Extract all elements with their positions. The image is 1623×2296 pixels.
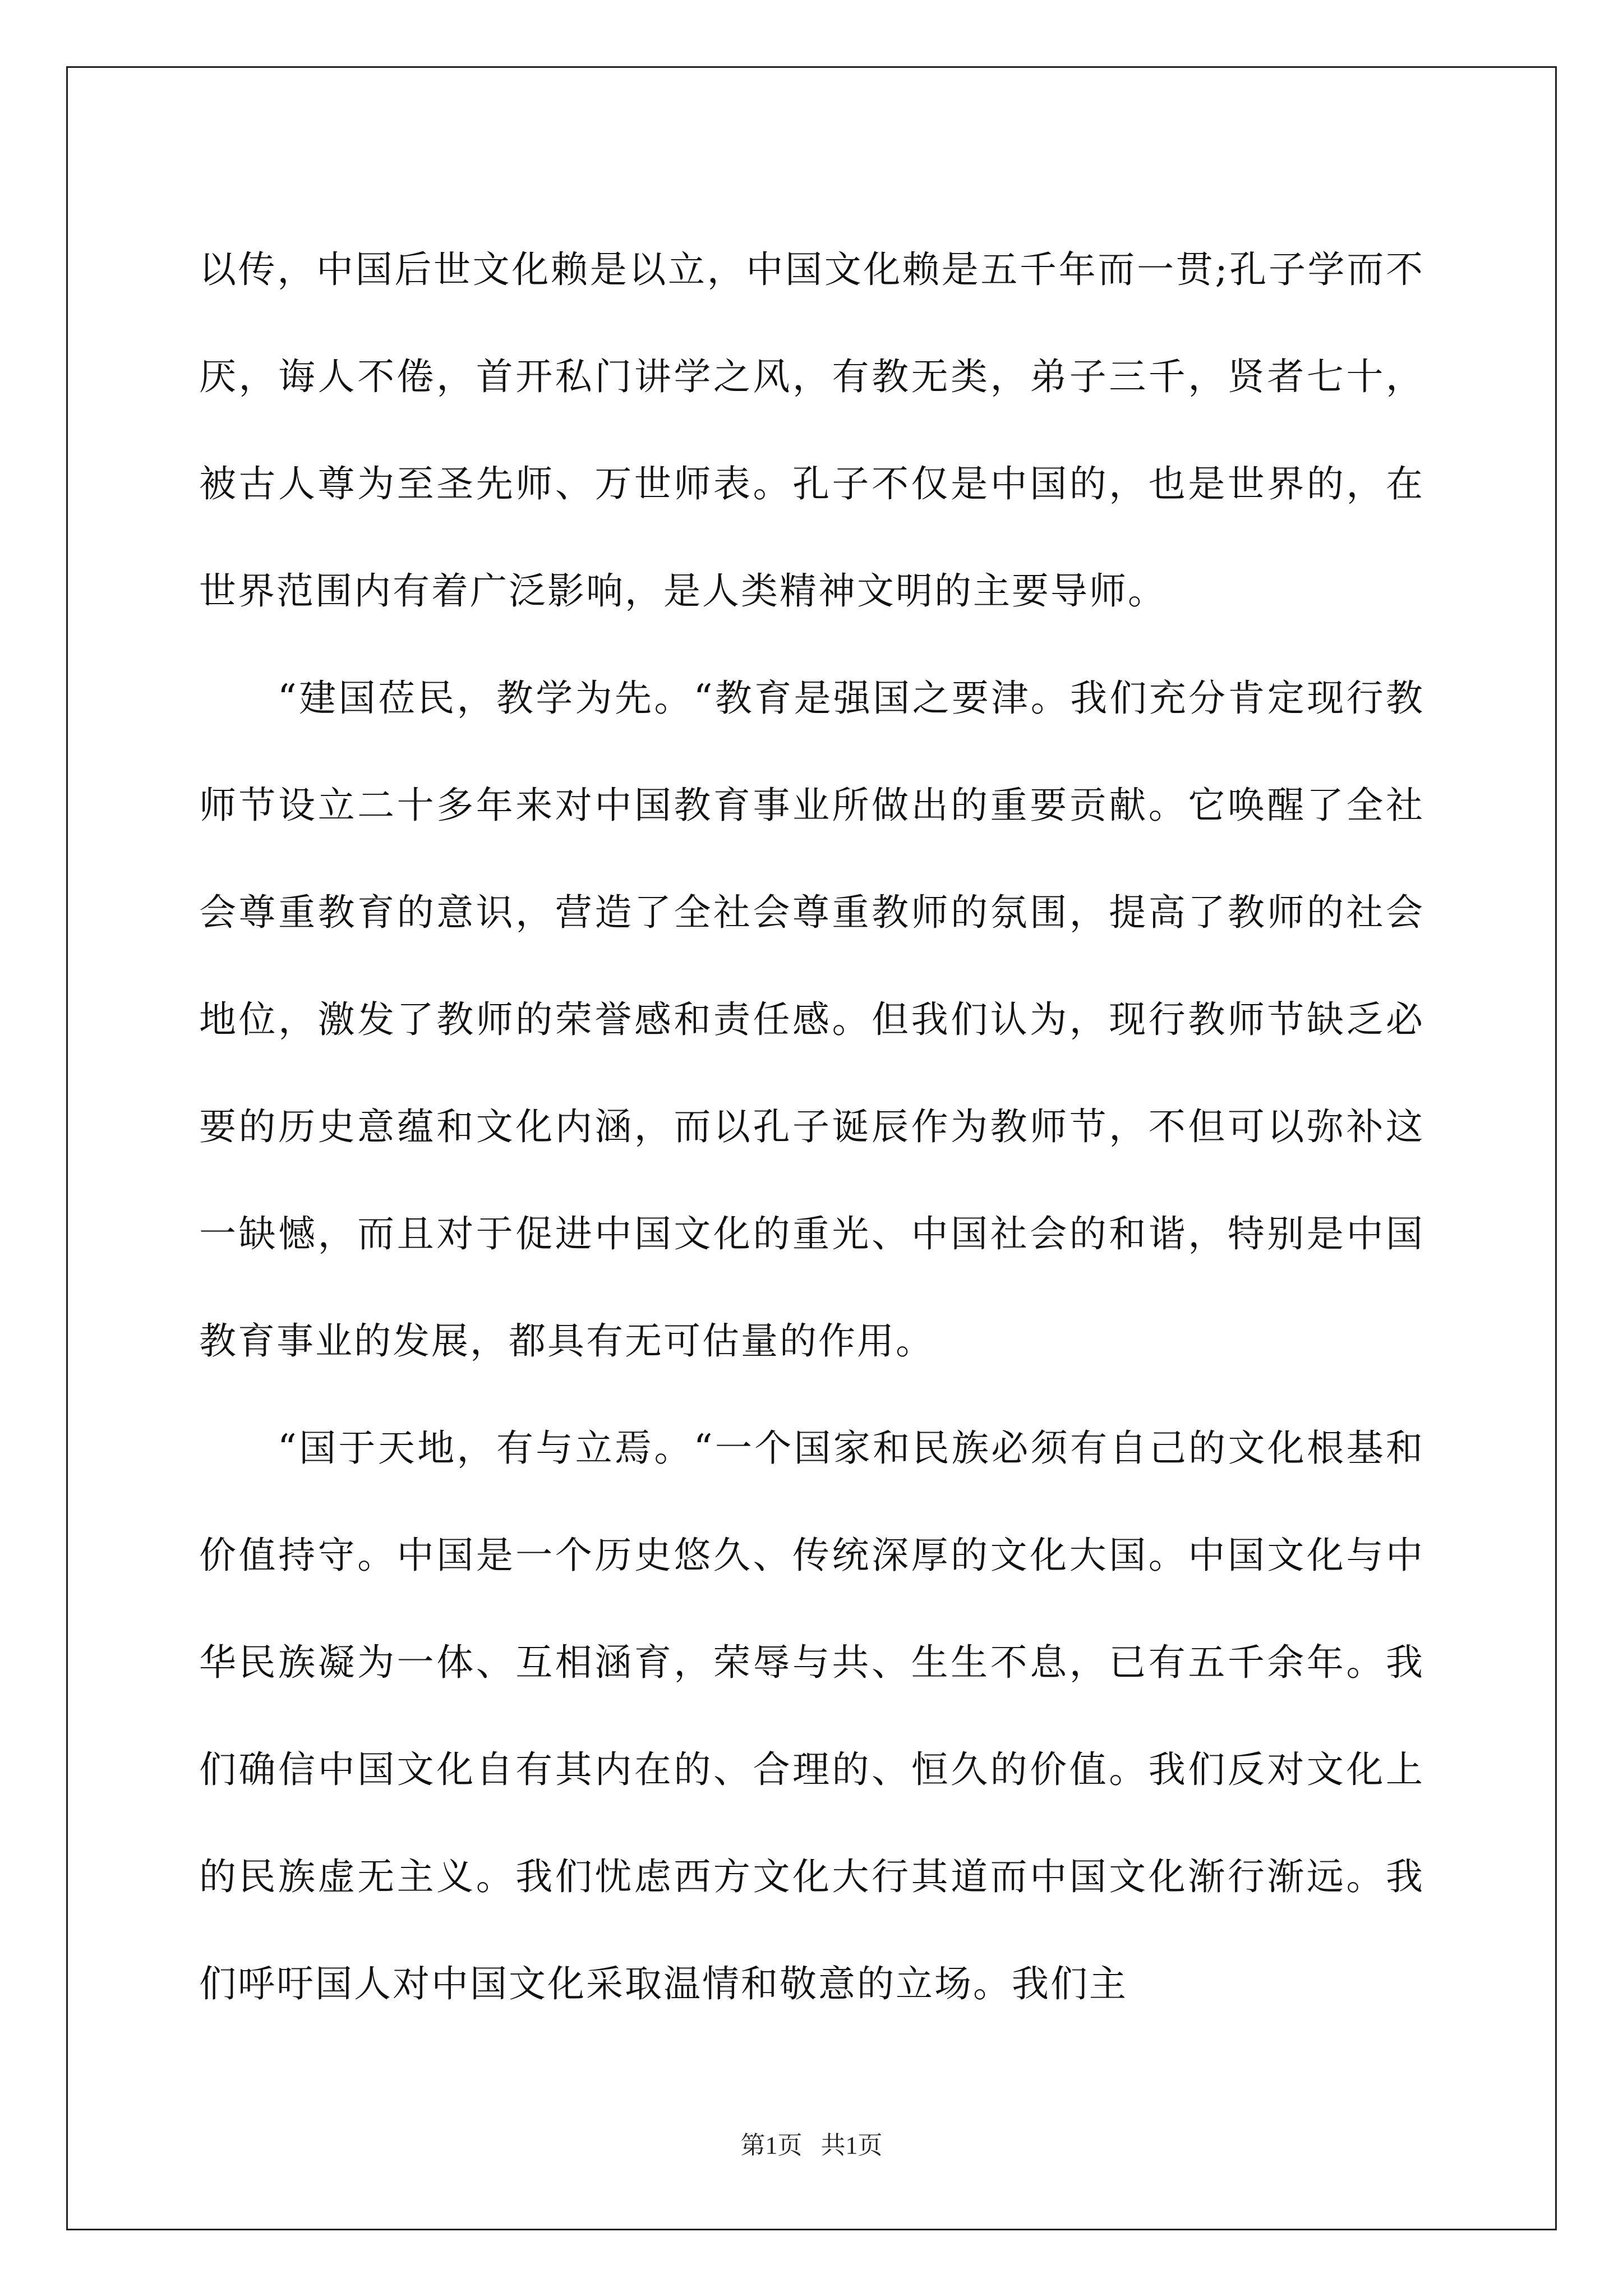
page-footer: 第1页 共1页: [740, 2132, 883, 2159]
document-body: [199, 216, 1424, 2037]
paragraph-3: “国于天地，有与立焉。“一个国家和民族必须有自己的文化根基和价值持守。中国是一个历史悠久、传统深厚的文化大国。中国文化与中华民族凝为一体、互相涵育，荣辱与共、生生不息，已有五千余年。我们确信中国文化自有其内在的、合理的、恒久的价值。我们反对文化上的民族虚无主义。我们忧虑西方文化大行其道而中国文化渐行渐远。我们呼吁国人对中国文化采取温情和敬意的立场。我们主: [199, 1427, 1424, 2005]
paragraph-1: 以传，中国后世文化赖是以立，中国文化赖是五千年而一贯;孔子学而不厌，诲人不倦，首开私门讲学之风，有教无类，弟子三千，贤者七十，被古人尊为至圣先师、万世师表。孔子不仅是中国的，也是世界的，在世界范围内有着广泛影响，是人类精神文明的主要导师。: [199, 248, 1424, 613]
paragraph-2: “建国莅民，教学为先。“教育是强国之要津。我们充分肯定现行教师节设立二十多年来对中国教育事业所做出的重要贡献。它唤醒了全社会尊重教育的意识，营造了全社会尊重教师的氛围，提高了教师的社会地位，激发了教师的荣誉感和责任感。但我们认为，现行教师节缺乏必要的历史意蕴和文化内涵，而以孔子诞辰作为教师节，不但可以弥补这一缺憾，而且对于促进中国文化的重光、中国社会的和谐，特别是中国教育事业的发展，都具有无可估量的作用。: [199, 677, 1424, 1363]
